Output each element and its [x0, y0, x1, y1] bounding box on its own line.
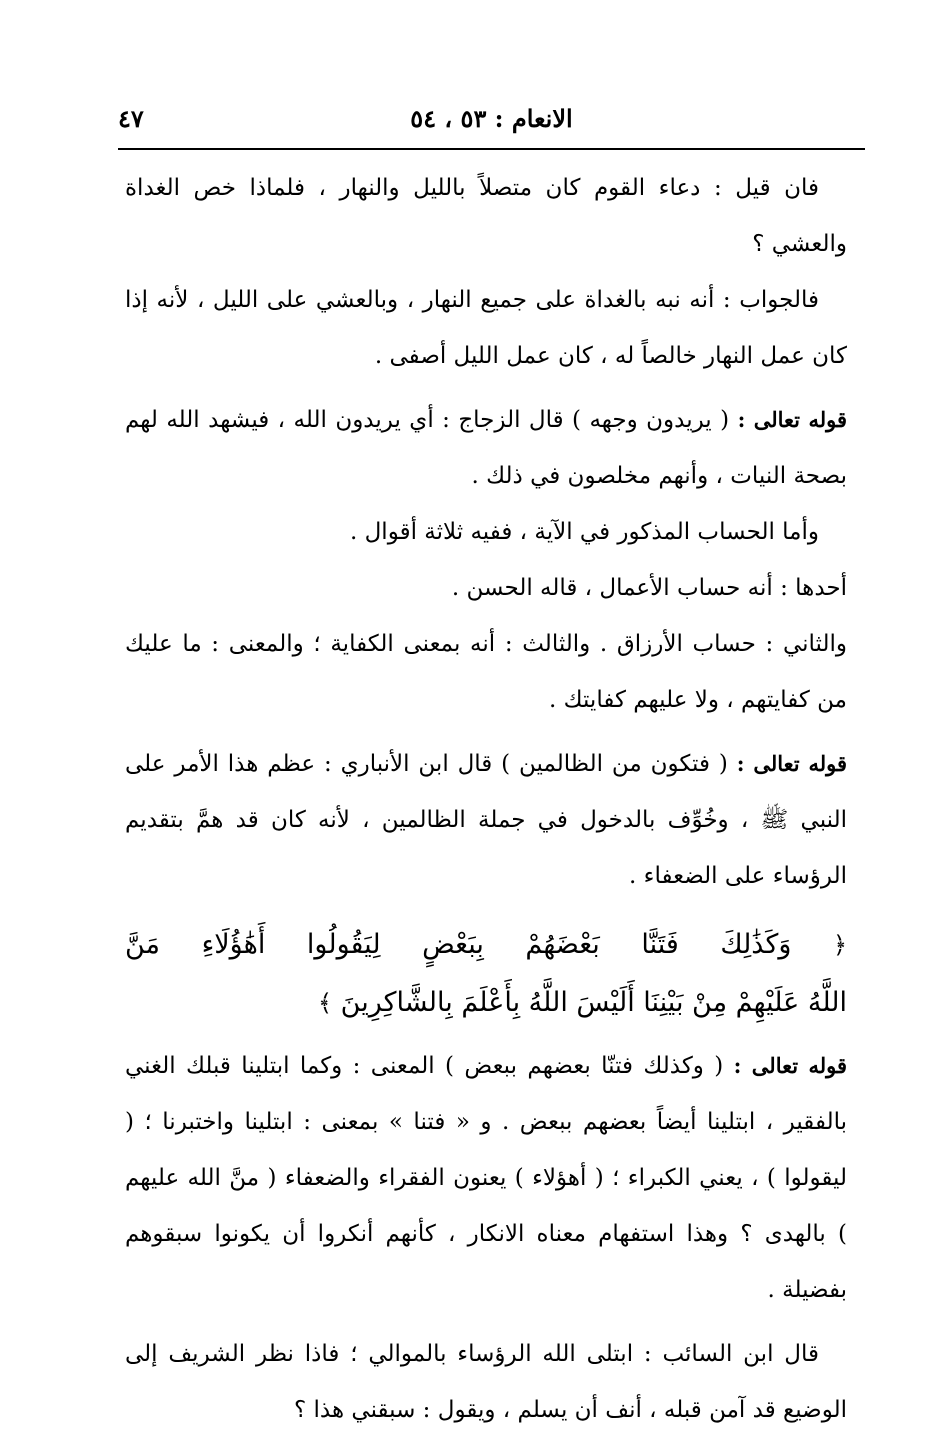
verse-text-1: وَكَذَٰلِكَ فَتَنَّا بَعْضَهُمْ بِبَعْضٍ لِيَقُولُوا أَهَٰؤُلَاءِ مَنَّ: [125, 929, 792, 960]
paragraph-text: وأما الحساب المذكور في الآية ، ففيه ثلاثة أقوال .: [349, 519, 819, 545]
body-text: [125, 160, 847, 1438]
verse-close-bracket: ﴾: [318, 989, 333, 1017]
paragraph-8: [125, 1038, 847, 1318]
paragraph-text: فالجواب : أنه نبه بالغداة على جميع النهار ، وبالعشي على الليل ، لأنه إذا كان عمل النهار خالصاً له ، كان عمل الليل أصفى .: [125, 287, 847, 369]
verse-text-2: اللَّهُ عَلَيْهِمْ مِنْ بَيْنِنَا أَلَيْسَ اللَّهُ بِأَعْلَمَ بِالشَّاكِرِينَ: [340, 987, 847, 1018]
paragraph-lead: قوله تعالى :: [737, 407, 847, 432]
paragraph-1: [125, 160, 847, 272]
verse-line-1: [125, 916, 847, 974]
paragraph-text: ( يريدون وجهه ) قال الزجاج : أي يريدون الله ، فيشهد الله لهم بصحة النيات ، وأنهم مخلصون في ذلك .: [125, 407, 847, 489]
header-rule: [118, 148, 865, 150]
paragraph-text: قال ابن السائب : ابتلى الله الرؤساء بالموالي ؛ فاذا نظر الشريف إلى الوضيع قد آمن قبله ، أنف أن يسلم ، ويقول : سبقني هذا ؟: [125, 1341, 847, 1423]
paragraph-text: أحدها : أنه حساب الأعمال ، قاله الحسن .: [451, 575, 847, 601]
paragraph-text: فان قيل : دعاء القوم كان متصلاً بالليل والنهار ، فلماذا خص الغداة والعشي ؟: [125, 175, 847, 257]
paragraph-3: [125, 392, 847, 504]
verse-line-2: [125, 974, 847, 1032]
paragraph-text: ( وكذلك فتنّا بعضهم ببعض ) المعنى : وكما ابتلينا قبلك الغني بالفقير ، ابتلينا أيضاً بعضهم ببعض . و « فتنا » بمعنى : ابتلينا واختبرنا ؛ ( ليقولوا ) ، يعني الكبراء ؛ ( أهؤلاء ) يعنون الفقراء والضعفاء ( منَّ الله عليهم ) بالهدى ؟ وهذا استفهام معناه الانكار ، كأنهم أنكروا أن يكونوا سبقوهم بفضيلة .: [125, 1053, 847, 1303]
page-header: [118, 104, 865, 144]
paragraph-6: [125, 616, 847, 728]
paragraph-5: [125, 560, 847, 616]
running-title: الانعام : ٥٣ ، ٥٤: [410, 104, 573, 133]
paragraph-9: [125, 1326, 847, 1438]
paragraph-lead: قوله تعالى :: [733, 1053, 848, 1078]
paragraph-7: [125, 736, 847, 904]
paragraph-text: ( فتكون من الظالمين ) قال ابن الأنباري : عظم هذا الأمر على النبي ﷺ ، وخُوِّف بالدخول في جملة الظالمين ، لأنه كان قد همَّ بتقديم الرؤساء على الضعفاء .: [125, 751, 847, 889]
verse-open-bracket: ﴿: [832, 931, 847, 959]
paragraph-text: والثاني : حساب الأرزاق . والثالث : أنه بمعنى الكفاية ؛ والمعنى : ما عليك من كفايتهم ، ولا عليهم كفايتك .: [125, 631, 847, 713]
quran-verse: [125, 916, 847, 1032]
paragraph-lead: قوله تعالى :: [736, 751, 848, 776]
paragraph-2: [125, 272, 847, 384]
page-number: ٤٧: [118, 104, 144, 133]
paragraph-4: [125, 504, 847, 560]
